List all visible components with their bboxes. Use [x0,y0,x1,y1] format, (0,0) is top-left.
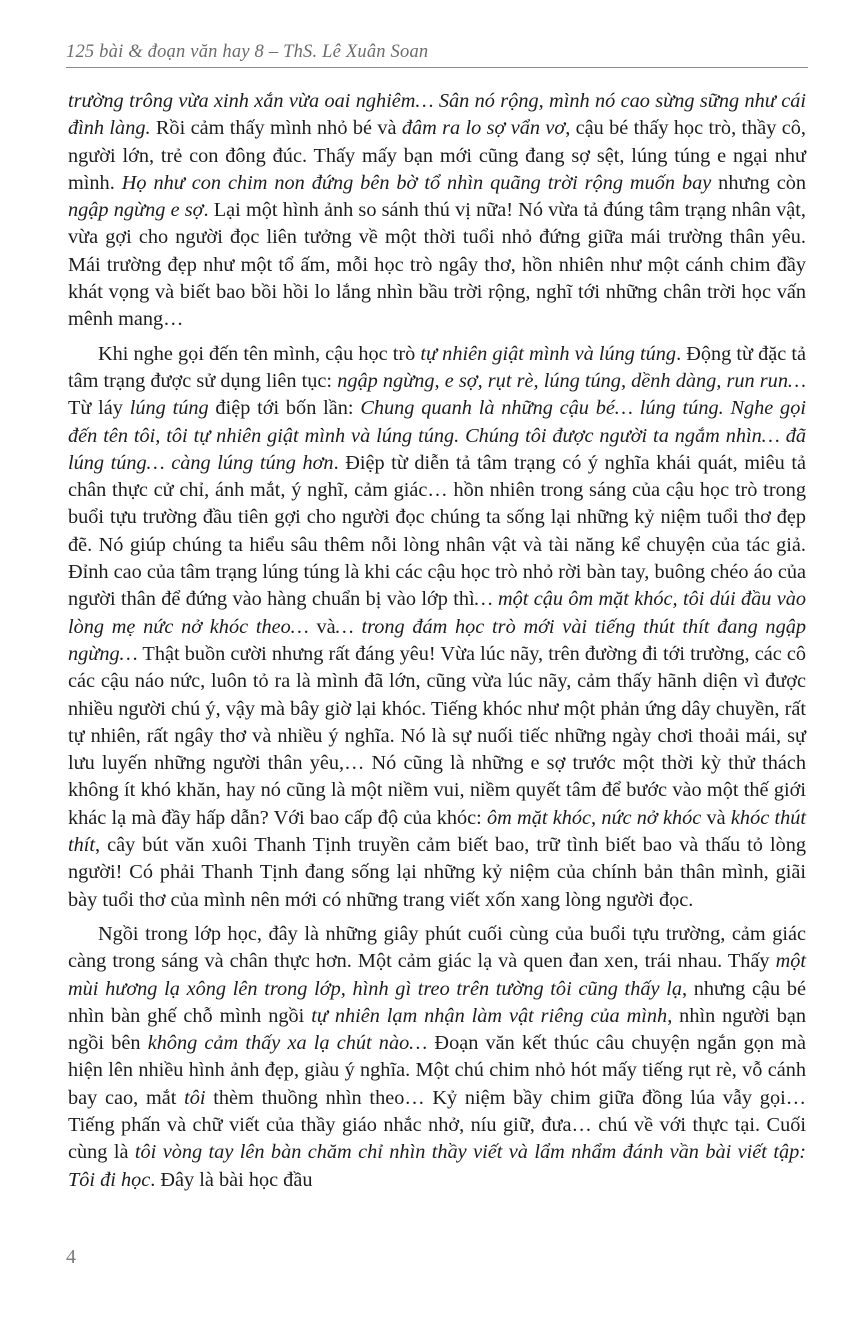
italic-quote: ôm mặt khóc, nức nở khóc [487,806,702,829]
text-run: Rồi cảm thấy mình nhỏ bé và [150,117,402,140]
text-run: và [701,806,731,829]
text-run: Ngồi trong lớp học, đây là những giây phút cuối cùng của buổi tựu trường, cảm giác càng trong sáng và chân thực hơn. Một cảm giác lạ và quen đan xen, trái nhau. Thấy [68,922,806,973]
italic-quote: Chung quanh là những cậu bé… lúng túng. Nghe gọi đến tên tôi, tôi tự nhiên giật mình và lúng túng. Chúng tôi được người ta ngắm nhìn… đã lúng túng… càng lúng túng hơn [68,397,806,474]
italic-quote: lúng túng [129,397,209,420]
text-run: . Đây là bài học đầu [150,1168,313,1191]
running-header: 125 bài & đoạn văn hay 8 – ThS. Lê Xuân Soan [66,42,429,62]
body-text [68,88,806,1201]
text-run: , nhưng cậu bé nhìn bàn ghế chỗ mình ngồi [68,977,807,1027]
italic-quote: … một cậu ôm mặt khóc, tôi dúi đầu vào lòng mẹ nức nở khóc theo… [68,588,806,638]
text-run: Khi nghe gọi đến tên mình, cậu học trò [98,342,421,365]
text-run: và [308,615,336,638]
paragraph [68,341,806,914]
text-run: điệp tới bốn lần: [208,397,361,420]
text-run: , nhìn người bạn ngồi bên [68,1004,806,1055]
text-run: . Điệp từ diễn tả tâm trạng có ý nghĩa khái quát, miêu tả chân thực cử chỉ, ánh mắt, ý nghĩ, cảm giác… hồn nhiên trong sáng của cậu học trò trong buổi tựu trường đầu tiên gợi cho người đọc chúng ta sống lại những kỷ niệm tuổi thơ đẹp đẽ. Nó giúp chúng ta hiểu sâu thêm nỗi lòng nhân vật và tài năng kể chuyện của tác giả. Đỉnh cao của tâm trạng lúng túng là khi các cậu học trò nhỏ rời bàn tay, buông chéo áo của người thân để đứng vào hàng chuẩn bị vào lớp thì [68,451,806,611]
italic-quote: một mùi hương lạ xông lên trong lớp, hình gì treo trên tường tôi cũng thấy lạ [68,950,806,1000]
header-divider [66,67,808,68]
page-number: 4 [66,1246,76,1268]
text-run: , cậu bé thấy học trò, thầy cô, người lớn, trẻ con đông đúc. Thấy mấy bạn mới cũng đang sợ sệt, lúng túng e ngại như mình. [68,117,806,194]
italic-quote: tôi [184,1086,206,1109]
italic-quote: tự nhiên giật mình và lúng túng [420,342,677,365]
text-run: Thật buồn cười nhưng rất đáng yêu! Vừa lúc nãy, trên đường đi tới trường, các cô các cậu náo nức, luôn tỏ ra là mình đã lớn, cũng vừa lúc nãy, cảm thấy hãnh diện vì được nhiều người chú ý, vậy mà bây giờ lại khóc. Tiếng khóc như một phản ứng dây chuyền, rất tự nhiên, rất ngây thơ và nhiều ý nghĩa. Nó là sự nuối tiếc những ngày chơi thoải mái, sự lưu luyến những người thân yêu,… Nó cũng là những e sợ trước một thời kỳ thử thách không ít khó khăn, hay nó cũng là một niềm vui, niềm quyết tâm để bước vào một thế giới khác lạ mà đầy hấp dẫn? Với bao cấp độ của khóc: [68,642,806,829]
text-run: . Lại một hình ảnh so sánh thú vị nữa! Nó vừa tả đúng tâm trạng nhân vật, vừa gợi cho người đọc liên tưởng về một thời tuổi nhỏ đứng giữa mái trường thân yêu. Mái trường đẹp như một tổ ấm, mỗi học trò ngây thơ, hồn nhiên như một cánh chim đầy khát vọng và biết bao bồi hồi lo lắng nhìn bầu trời rộng, nghĩ tới những chân trời học vấn mênh mang… [68,199,806,331]
italic-quote: trường trông vừa xinh xắn vừa oai nghiêm… Sân nó rộng, mình nó cao sừng sững như cái đình làng. [68,90,806,140]
italic-quote: tôi vòng tay lên bàn chăm chỉ nhìn thầy viết và lẩm nhẩm đánh vần bài viết tập: Tôi đi học [68,1141,807,1191]
italic-quote: … trong đám học trò mới vài tiếng thút thít đang ngập ngừng… [68,615,806,665]
text-run: nhưng còn [711,171,806,194]
text-run: Đoạn văn kết thúc câu chuyện ngắn gọn mà hiện lên nhiều hình ảnh đẹp, giàu ý nghĩa. Một chú chim nhỏ hót mấy tiếng rụt rè, vỗ cánh bay cao, mắt [68,1032,807,1109]
italic-quote: Họ như con chim non đứng bên bờ tổ nhìn quãng trời rộng muốn bay [121,171,712,194]
text-run: , cây bút văn xuôi Thanh Tịnh truyền cảm biết bao, trữ tình biết bao và thấu tỏ lòng người! Có phải Thanh Tịnh đang sống lại những kỷ niệm của chính bản thân mình, giãi bày tuổi thơ của mình nên mới có những trang viết xốn xang lòng người đọc. [68,834,806,911]
italic-quote: đâm ra lo sợ vẩn vơ [401,117,566,140]
italic-quote: khóc thút thít [68,806,807,857]
text-run: . Động từ đặc tả tâm trạng được sử dụng liên tục: [68,342,806,392]
italic-quote: ngập ngừng e sợ [68,199,204,222]
text-run: Từ láy [68,397,130,420]
text-run: thèm thuồng nhìn theo… Kỷ niệm bầy chim giữa đồng lúa vẫy gọi… Tiếng phấn và chữ viết của thầy giáo nhắc nhở, níu giữ, đưa… chú về với thực tại. Cuối cùng là [68,1086,807,1164]
paragraph [68,921,806,1194]
italic-quote: không cảm thấy xa lạ chút nào… [147,1032,428,1055]
italic-quote: tự nhiên lạm nhận làm vật riêng của mình [311,1004,668,1027]
italic-quote: ngập ngừng, e sợ, rụt rè, lúng túng, dềnh dàng, run run… [337,369,806,392]
paragraph [68,88,806,334]
